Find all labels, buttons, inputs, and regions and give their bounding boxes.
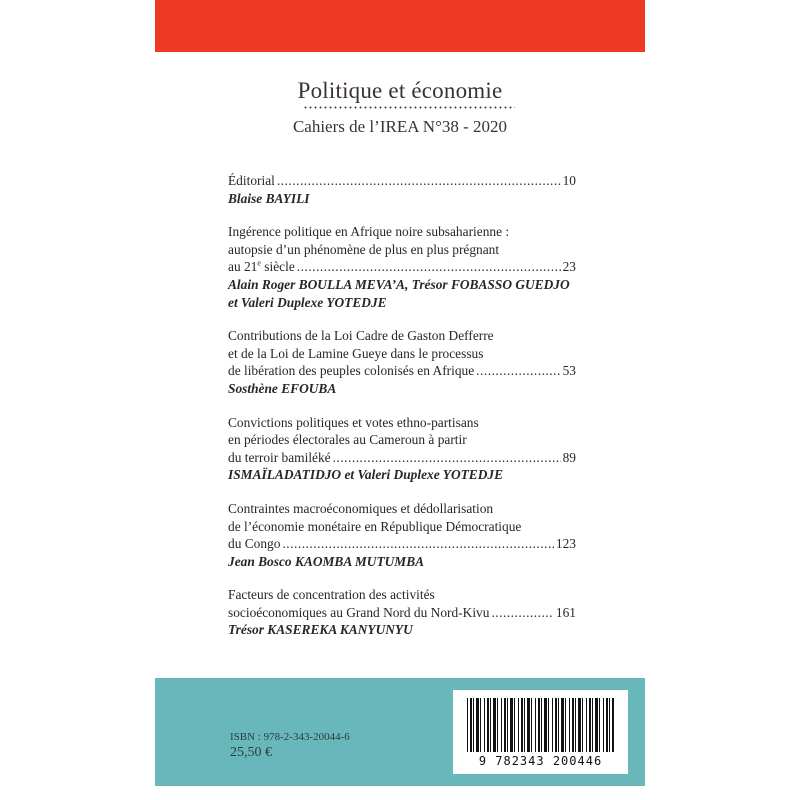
toc-entry [228,500,576,570]
toc-page-number: 10 [562,173,576,188]
price-text: 25,50 € [230,745,272,760]
toc-title-line: Ingérence politique en Afrique noire subsaharienne : [228,224,510,240]
toc-title-line: et de la Loi de Lamine Gueye dans le processus [228,345,484,361]
barcode-digits: 9 782343 200446 [478,754,603,768]
barcode [453,690,628,774]
dot-leader [282,535,553,553]
toc-page-number: 161 [555,604,576,620]
dot-leader [277,172,561,190]
toc-entry [228,223,576,311]
toc-title-text: socioéconomiques au Grand Nord du Nord-Kivu [228,604,490,620]
dot-leader [333,449,561,467]
toc-title-line: de l’économie monétaire en République Démocratique [228,518,522,534]
dot-leader [476,362,560,380]
top-color-band [155,0,645,52]
toc-page-number: 23 [562,259,576,275]
back-cover [155,0,645,786]
toc-entry [228,327,576,397]
isbn-text: ISBN : 978-2-343-20044-6 [230,731,350,743]
toc-title-line [228,172,576,190]
toc-author: et Valeri Duplexe YOTEDJE [228,294,387,310]
toc-title-text: du Congo [228,536,281,552]
toc-title-line [228,535,576,553]
dotted-divider [303,106,515,109]
toc-author: Sosthène EFOUBA [228,380,337,396]
toc-title-text: Éditorial [228,173,275,188]
toc-page-number: 53 [562,363,576,379]
toc-title-line: Contributions de la Loi Cadre de Gaston Defferre [228,328,494,344]
toc-entry [228,414,576,484]
toc-title-text: de libération des peuples colonisés en Afrique [228,363,475,379]
toc-title-text: au 21e siècle [228,258,295,275]
table-of-contents [228,172,576,655]
toc-author: Trésor KASEREKA KANYUNYU [228,622,413,638]
journal-subtitle: Cahiers de l’IREA N°38 - 2020 [292,117,508,136]
toc-title-line: Facteurs de concentration des activités [228,587,435,603]
dot-leader [491,604,553,622]
toc-author: Blaise BAYILI [228,190,310,206]
toc-page-number: 89 [562,449,576,465]
toc-author: Alain Roger BOULLA MEVA’A, Trésor FOBASSO GUEDJO [228,276,570,292]
toc-title-line: Convictions politiques et votes ethno-partisans [228,414,479,430]
toc-author: ISMAÏLADATIDJO et Valeri Duplexe YOTEDJE [228,467,504,483]
dot-leader [297,258,561,276]
toc-page-number: 123 [555,536,576,552]
toc-title-line: Contraintes macroéconomiques et dédollarisation [228,500,494,516]
toc-title-line [228,604,576,622]
toc-title-line: autopsie d’un phénomène de plus en plus prégnant [228,241,500,257]
toc-entry [228,586,576,639]
toc-title-line [228,362,576,380]
toc-title-text: du terroir bamiléké [228,449,331,465]
barcode-bars [467,698,614,752]
toc-title-line [228,449,576,467]
toc-entry [228,172,576,207]
toc-title-line [228,258,576,276]
toc-title-line: en périodes électorales au Cameroun à partir [228,432,467,448]
journal-title: Politique et économie [297,78,503,103]
toc-author: Jean Bosco KAOMBA MUTUMBA [228,553,425,569]
